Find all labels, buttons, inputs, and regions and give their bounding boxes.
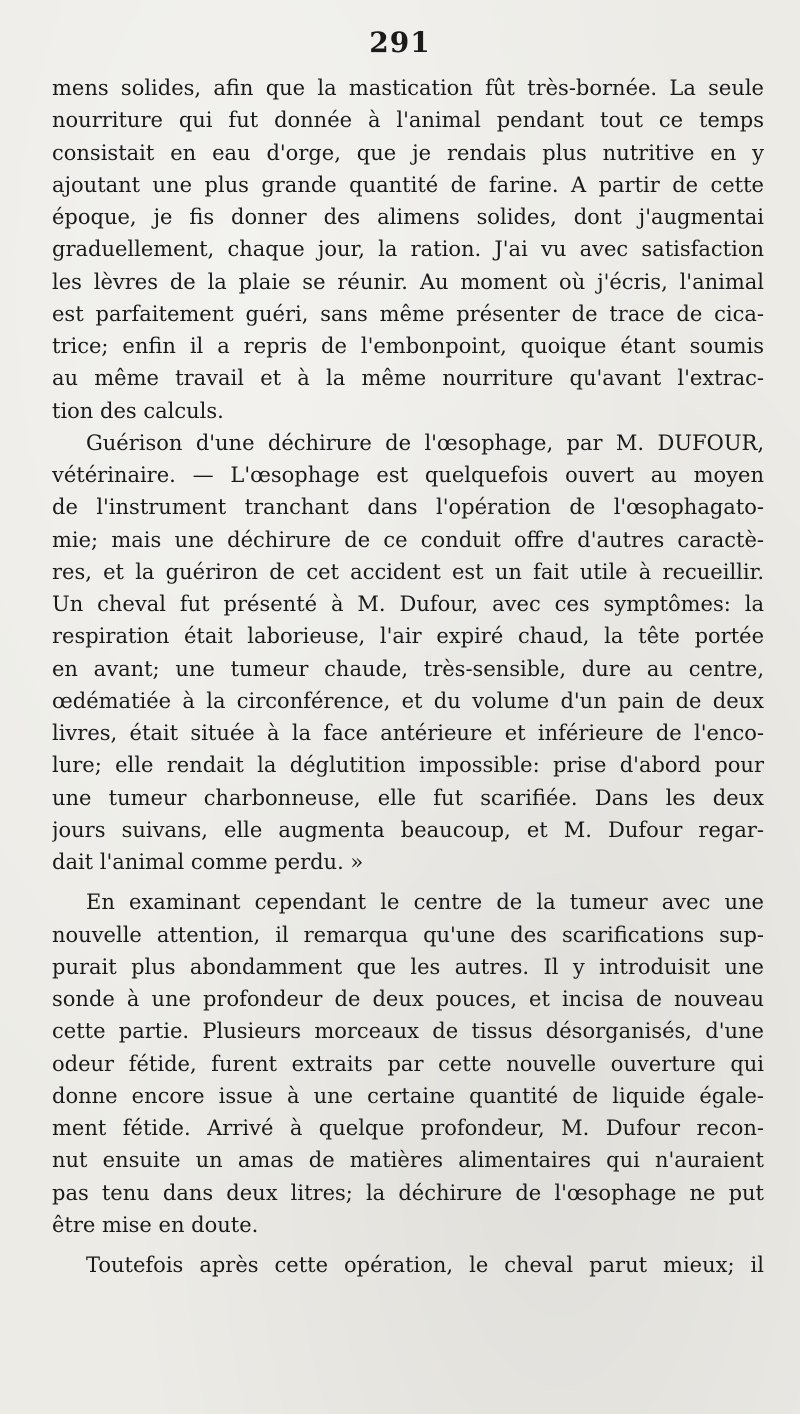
text-line: de l'instrument tranchant dans l'opération de l'œsophagato- xyxy=(52,495,764,520)
text-line: odeur fétide, furent extraits par cette nouvelle ouverture qui xyxy=(52,1051,764,1076)
text-line: œdématiée à la circonférence, et du volume d'un pain de deux xyxy=(52,688,764,713)
text-line: mie; mais une déchirure de ce conduit offre d'autres caractè- xyxy=(52,527,764,552)
text-line: une tumeur charbonneuse, elle fut scarifiée. Dans les deux xyxy=(52,785,764,810)
text-line: époque, je fis donner des alimens solides, dont j'augmentai xyxy=(52,205,764,229)
text-line: dait l'animal comme perdu. » xyxy=(52,850,364,874)
text-line: En examinant cependant le centre de la tumeur avec une xyxy=(86,890,764,915)
text-line: livres, était située à la face antérieure et inférieure de l'enco- xyxy=(52,721,764,745)
text-line: mens solides, afin que la mastication fût très-bornée. La seule xyxy=(52,76,764,100)
text-line: res, et la guériron de cet accident est un fait utile à recueillir. xyxy=(52,559,764,584)
text-line: en avant; une tumeur chaude, très-sensible, dure au centre, xyxy=(52,656,764,681)
paragraph xyxy=(52,72,764,427)
text-line: purait plus abondamment que les autres. Il y introduisit une xyxy=(52,954,764,979)
text-line: Toutefois après cette opération, le cheval parut mieux; il xyxy=(86,1253,764,1277)
text-line: être mise en doute. xyxy=(52,1212,259,1237)
paragraph xyxy=(52,886,764,1241)
text-line: graduellement, chaque jour, la ration. J'ai vu avec satisfaction xyxy=(52,237,764,262)
text-line: vétérinaire. — L'œsophage est quelquefois ouvert au moyen xyxy=(52,463,764,487)
page-number: 291 xyxy=(369,26,431,59)
text-line: ment fétide. Arrivé à quelque profondeur, M. Dufour recon- xyxy=(52,1116,764,1140)
text-line: donne encore issue à une certaine quantité de liquide égale- xyxy=(52,1083,764,1108)
text-line: est parfaitement guéri, sans même présenter de trace de cica- xyxy=(52,301,764,326)
text-line: ajoutant une plus grande quantité de farine. A partir de cette xyxy=(52,172,764,197)
text-line: lure; elle rendait la déglutition impossible: prise d'abord pour xyxy=(52,753,764,778)
text-line: cette partie. Plusieurs morceaux de tissus désorganisés, d'une xyxy=(52,1019,764,1044)
body-text xyxy=(52,72,764,1281)
text-line: nut ensuite un amas de matières alimentaires qui n'auraient xyxy=(52,1148,764,1173)
text-line: trice; enfin il a repris de l'embonpoint, quoique étant soumis xyxy=(52,334,764,358)
text-line: Guérison d'une déchirure de l'œsophage, par M. DUFOUR, xyxy=(86,430,764,455)
paragraph-gap xyxy=(52,1241,764,1249)
paragraph xyxy=(52,1249,764,1281)
text-line: nourriture qui fut donnée à l'animal pendant tout ce temps xyxy=(52,108,764,133)
text-line: nouvelle attention, il remarqua qu'une des scarifications sup- xyxy=(52,922,764,947)
paragraph-gap xyxy=(52,878,764,886)
text-line: consistait en eau d'orge, que je rendais plus nutritive en y xyxy=(52,140,764,165)
text-line: respiration était laborieuse, l'air expiré chaud, la tête portée xyxy=(52,624,764,649)
text-line: tion des calculs. xyxy=(52,398,224,423)
text-line: au même travail et à la même nourriture qu'avant l'extrac- xyxy=(52,366,764,391)
text-line: pas tenu dans deux litres; la déchirure de l'œsophage ne put xyxy=(52,1180,764,1205)
paragraph xyxy=(52,427,764,879)
text-line: jours suivans, elle augmenta beaucoup, et M. Dufour regar- xyxy=(52,817,764,842)
text-line: les lèvres de la plaie se réunir. Au moment où j'écris, l'animal xyxy=(52,269,764,294)
text-line: sonde à une profondeur de deux pouces, et incisa de nouveau xyxy=(52,987,764,1011)
text-line: Un cheval fut présenté à M. Dufour, avec ces symptômes: la xyxy=(52,592,764,616)
